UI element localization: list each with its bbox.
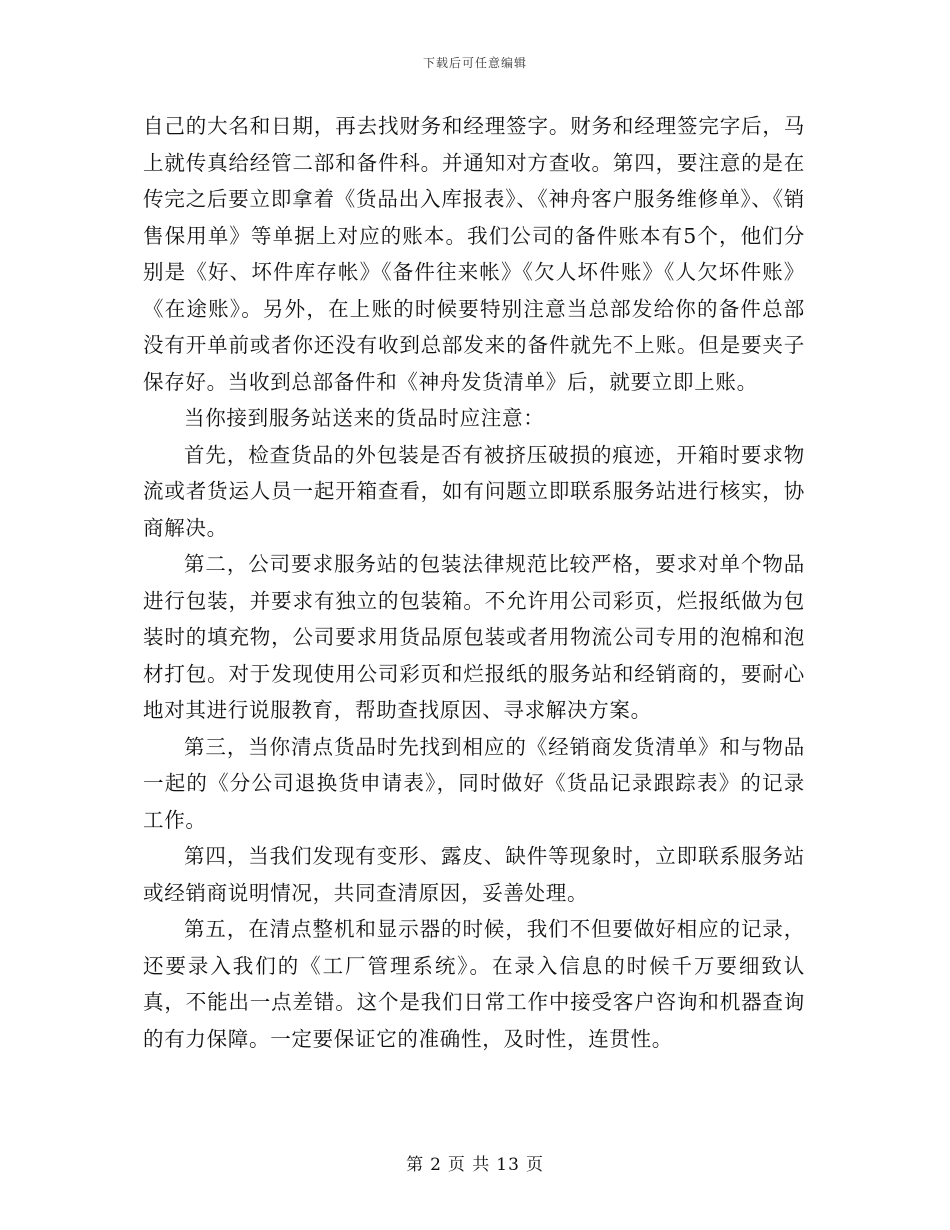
footer-prefix: 第 bbox=[406, 1155, 425, 1175]
paragraph-continuation: 自己的大名和日期，再去找财务和经理签字。财务和经理签完字后，马上就传真给经管二部和备件科。并通知对方查收。第四，要注意的是在传完之后要立即拿着《货品出入库报表》、《神舟客户服务维修单》、《销售保用单》等单据上对应的账本。我们公司的备件账本有5个，他们分别是《好、坏件库存帐》《备件往来帐》《欠人坏件账》《人欠坏件账》《在途账》。另外，在上账的时候要特别注意当总部发给你的备件总部没有开单前或者你还没有收到总部发来的备件就先不上账。但是要夹子保存好。当收到总部备件和《神舟发货清单》后，就要立即上账。 bbox=[143, 114, 805, 394]
paragraph-fourth: 第四，当我们发现有变形、露皮、缺件等现象时，立即联系服务站或经销商说明情况，共同查清原因，妥善处理。 bbox=[143, 844, 805, 905]
page-footer bbox=[0, 1150, 950, 1175]
footer-total-pages: 13 bbox=[496, 1155, 520, 1175]
paragraph-first: 首先，检查货品的外包装是否有被挤压破损的痕迹，开箱时要求物流或者货运人员一起开箱查看，如有问题立即联系服务站进行核实，协商解决。 bbox=[143, 442, 805, 540]
footer-suffix: 页 bbox=[525, 1155, 544, 1175]
paragraph-fifth: 第五，在清点整机和显示器的时候，我们不但要做好相应的记录，还要录入我们的《工厂管理系统》。在录入信息的时候千万要细致认真，不能出一点差错。这个是我们日常工作中接受客户咨询和机器查询的有力保障。一定要保证它的准确性，及时性，连贯性。 bbox=[143, 917, 805, 1051]
paragraph-section-intro: 当你接到服务站送来的货品时应注意： bbox=[184, 406, 545, 430]
paragraph-third: 第三，当你清点货品时先找到相应的《经销商发货清单》和与物品一起的《分公司退换货申请表》，同时做好《货品记录跟踪表》的记录工作。 bbox=[143, 734, 805, 832]
page-header: 下载后可任意编辑 bbox=[422, 56, 527, 70]
paragraph-second: 第二，公司要求服务站的包装法律规范比较严格，要求对单个物品进行包装，并要求有独立的包装箱。不允许用公司彩页，烂报纸做为包装时的填充物，公司要求用货品原包装或者用物流公司专用的泡棉和泡材打包。对于发现使用公司彩页和烂报纸的服务站和经销商的，要耐心地对其进行说服教育，帮助查找原因、寻求解决方案。 bbox=[143, 552, 805, 722]
footer-page-number: 2 bbox=[430, 1155, 442, 1175]
document-body bbox=[143, 108, 805, 1057]
footer-middle: 页 共 bbox=[447, 1155, 491, 1175]
